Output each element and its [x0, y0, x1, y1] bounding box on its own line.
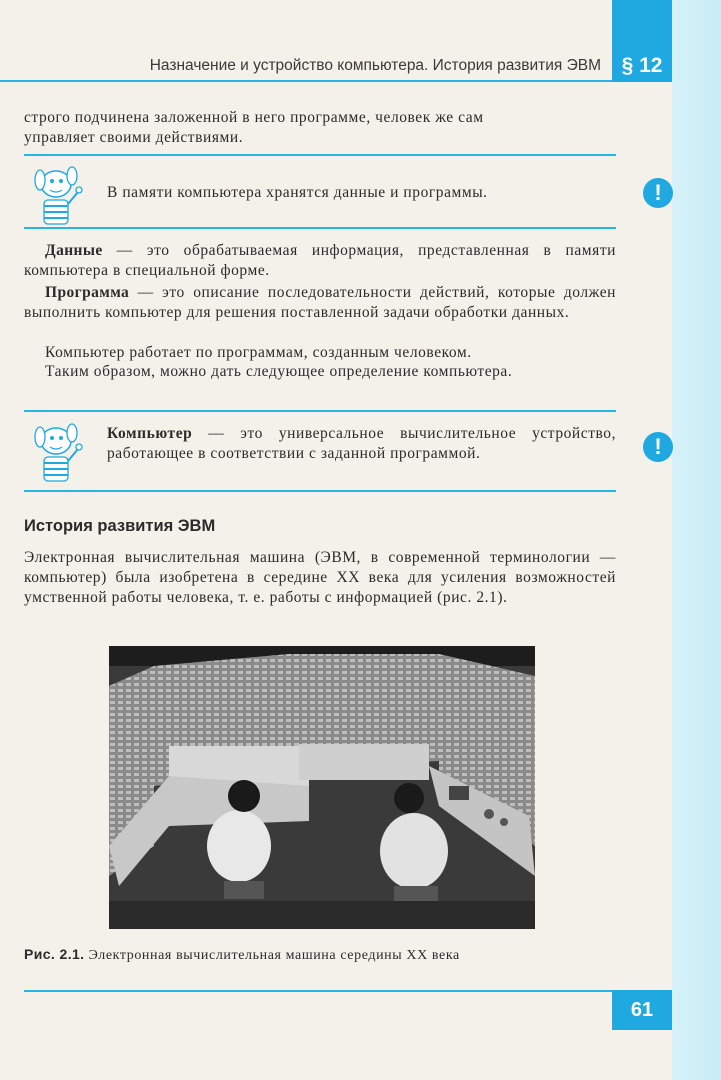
note2-bottom-rule — [24, 490, 616, 492]
definition-data-text: — это обрабатываемая информация, представленная в памяти компьютера в специальной форме. — [24, 242, 616, 279]
right-margin-strip — [672, 0, 721, 1080]
figure-label: Рис. 2.1. — [24, 946, 85, 962]
term-data: Данные — [45, 242, 103, 259]
exclamation-icon: ! — [643, 178, 673, 208]
term-computer: Компьютер — [107, 425, 193, 442]
running-head: Назначение и устройство компьютера. История развития ЭВМ — [149, 57, 601, 74]
computer-room-photo — [109, 646, 535, 929]
mascot-icon — [26, 419, 86, 487]
note1-bottom-rule — [24, 227, 616, 229]
term-program: Программа — [45, 284, 130, 301]
exclamation-icon: ! — [643, 432, 673, 462]
note2-top-rule — [24, 410, 616, 412]
note1-top-rule — [24, 154, 616, 156]
thus-sentence: Таким образом, можно дать следующее определение компьютера. — [45, 363, 513, 380]
works-sentence: Компьютер работает по программам, созданным человеком. — [45, 344, 472, 361]
history-paragraph: Электронная вычислительная машина (ЭВМ, в современной терминологии — компьютер) была изобретена в середине XX века для усиления возможностей умственной работы человека, т. е. работы с информацией (рис. 2.1). — [24, 549, 616, 606]
definition-program — [24, 283, 616, 323]
figure-caption — [24, 946, 624, 964]
intro-line-1: строго подчинена заложенной в него программе, человек же сам — [24, 109, 484, 126]
mascot-icon — [26, 162, 86, 230]
section-badge: § 12 — [612, 0, 672, 82]
section-heading: История развития ЭВМ — [24, 517, 216, 535]
intro-line-2: управляет своими действиями. — [24, 129, 244, 146]
page-number: 61 — [612, 990, 672, 1030]
note1-text: В памяти компьютера хранятся данные и программы. — [107, 184, 488, 201]
definition-data — [24, 241, 616, 281]
definition-program-text: — это описание последовательности действий, которые должен выполнить компьютер для решения поставленной задачи обработки данных. — [24, 284, 616, 321]
figure-caption-text: Электронная вычислительная машина середины XX века — [84, 948, 460, 963]
note2-text — [107, 424, 616, 464]
footer-rule — [24, 990, 612, 992]
note2-definition: — это универсальное вычислительное устройство, работающее в соответствии с заданной программой. — [107, 425, 616, 462]
header-rule — [0, 80, 612, 82]
